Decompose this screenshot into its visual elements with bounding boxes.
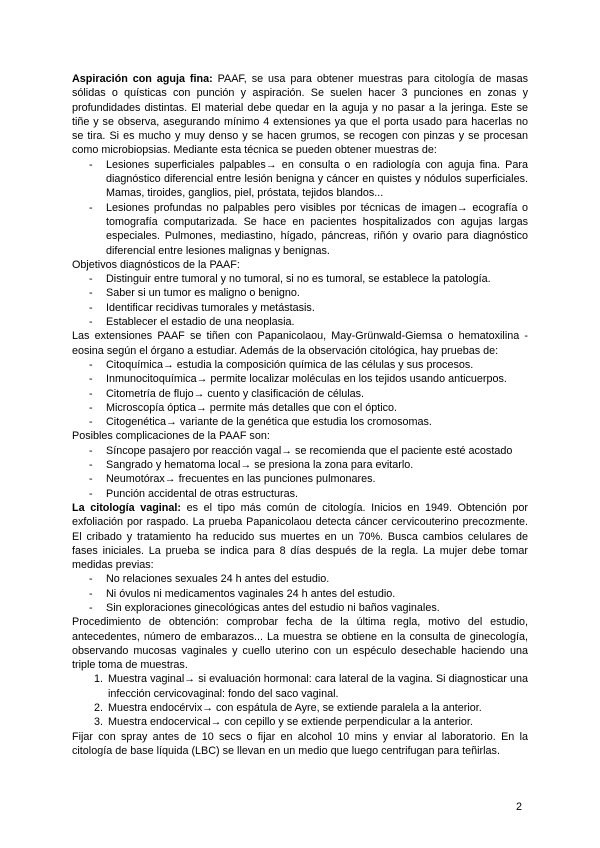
list-item: 2. Muestra endocérvix→ con espátula de Ayre, se extiende paralela a la anterior. [106, 701, 528, 715]
list-item: - Neumotórax→ frecuentes en las punciones pulmonares. [106, 472, 528, 486]
list-item: - Lesiones profundas no palpables pero visibles por técnicas de imagen→ ecografía o tomografía computarizada. Se hace en pacientes hospitalizados con agujas largas especiales. Pulmones, mediastino, hígado, páncreas, riñón y ovario para diagnóstico diferencial entre lesiones malignas y benignas. [106, 201, 528, 258]
complications-list [72, 444, 528, 501]
list-item: - Punción accidental de otras estructuras. [106, 487, 528, 501]
paaf-text: PAAF, se usa para obtener muestras para citología de masas sólidas o quísticas con punción y aspiración. Se suelen hacer 3 punciones en zonas y profundidades distintas. El material debe quedar en la aguja y no pasar a la jeringa. Este se tiñe y se observa, asegurando mínimo 4 extensiones ya que el porta usado para hacerlas no se tira. Si es mucho y muy denso y se hacen grumos, se recogen con pinzas y se procesan como microbiopsias. Mediante esta técnica se pueden obtener muestras de: [72, 73, 529, 157]
list-item: - Citoquímica→ estudia la composición química de las células y sus procesos. [106, 358, 528, 372]
vaginal-cytology-heading: La citología vaginal: [72, 501, 182, 514]
paaf-heading: Aspiración con aguja fina: [72, 73, 213, 85]
list-item: - Sin exploraciones ginecológicas antes del estudio ni baños vaginales. [106, 601, 528, 615]
list-item: - Ni óvulos ni medicamentos vaginales 24 h antes del estudio. [106, 587, 528, 601]
stains-paragraph: Las extensiones PAAF se tiñen con Papanicolaou, May-Grünwald-Giemsa o hematoxilina -eosina según el órgano a estudiar. Además de la observación citológica, hay pruebas de: [72, 330, 528, 357]
vaginal-cytology-text: es el tipo más común de citología. Inicios en 1949. Obtención por exfoliación por raspado. La prueba Papanicolaou detecta cáncer cervicouterino precozmente. El cribado y tratamiento ha reducido sus muertes en un 70%. Busca cambios celulares de fases iniciales. La prueba se indica para 8 días después de la regla. La mujer debe tomar medidas previas: [72, 501, 528, 572]
procedure-paragraph: Procedimiento de obtención: comprobar fecha de la última regla, motivo del estudio, antecedentes, número de embarazos... La muestra se obtiene en la consulta de ginecología, observando mucosas vaginales y cuello uterino con un espéculo desechable haciendo una triple toma de muestras. [72, 616, 528, 672]
paaf-paragraph [72, 72, 528, 158]
page-body [72, 72, 528, 758]
list-item: - Inmunocitoquímica→ permite localizar moléculas en los tejidos usando anticuerpos. [106, 372, 528, 386]
list-item: - Síncope pasajero por reacción vagal→ se recomienda que el paciente esté acostado [106, 444, 528, 458]
list-item: - Citometría de flujo→ cuento y clasificación de células. [106, 387, 528, 401]
list-item: - No relaciones sexuales 24 h antes del estudio. [106, 572, 528, 586]
tests-list [72, 358, 528, 429]
prior-measures-list [72, 572, 528, 615]
list-item: 3. Muestra endocervical→ con cepillo y se extiende perpendicular a la anterior. [106, 715, 528, 729]
list-item: - Microscopía óptica→ permite más detalles que con el óptico. [106, 401, 528, 415]
paaf-sample-list [72, 158, 528, 258]
vaginal-cytology-paragraph [72, 501, 528, 572]
objectives-intro: Objetivos diagnósticos de la PAAF: [72, 258, 240, 271]
list-item: - Saber si un tumor es maligno o benigno. [106, 286, 528, 300]
page-number: 2 [516, 801, 523, 813]
list-item: - Citogenética→ variante de la genética que estudia los cromosomas. [106, 415, 528, 429]
list-item: 1. Muestra vaginal→ si evaluación hormonal: cara lateral de la vagina. Si diagnosticar una infección cervicovaginal: fondo del saco vaginal. [106, 672, 528, 701]
list-item: - Identificar recidivas tumorales y metástasis. [106, 301, 528, 315]
list-item: - Sangrado y hematoma local→ se presiona la zona para evitarlo. [106, 458, 528, 472]
list-item: - Distinguir entre tumoral y no tumoral, si no es tumoral, se establece la patología. [106, 272, 528, 286]
list-item: - Lesiones superficiales palpables→ en consulta o en radiología con aguja fina. Para diagnóstico diferencial entre lesión benigna y cáncer en quistes y nódulos superficiales. Mamas, tiroides, ganglios, piel, próstata, tejidos blandos... [106, 158, 528, 201]
complications-intro: Posibles complicaciones de la PAAF son: [72, 430, 270, 443]
samples-list [72, 672, 528, 729]
closing-paragraph: Fijar con spray antes de 10 secs o fijar en alcohol 10 mins y enviar al laboratorio. En la citología de base líquida (LBC) se llevan en un medio que luego centrifugan para teñirlas. [72, 730, 528, 757]
list-item: - Establecer el estadio de una neoplasia. [106, 315, 528, 329]
objectives-list [72, 272, 528, 329]
